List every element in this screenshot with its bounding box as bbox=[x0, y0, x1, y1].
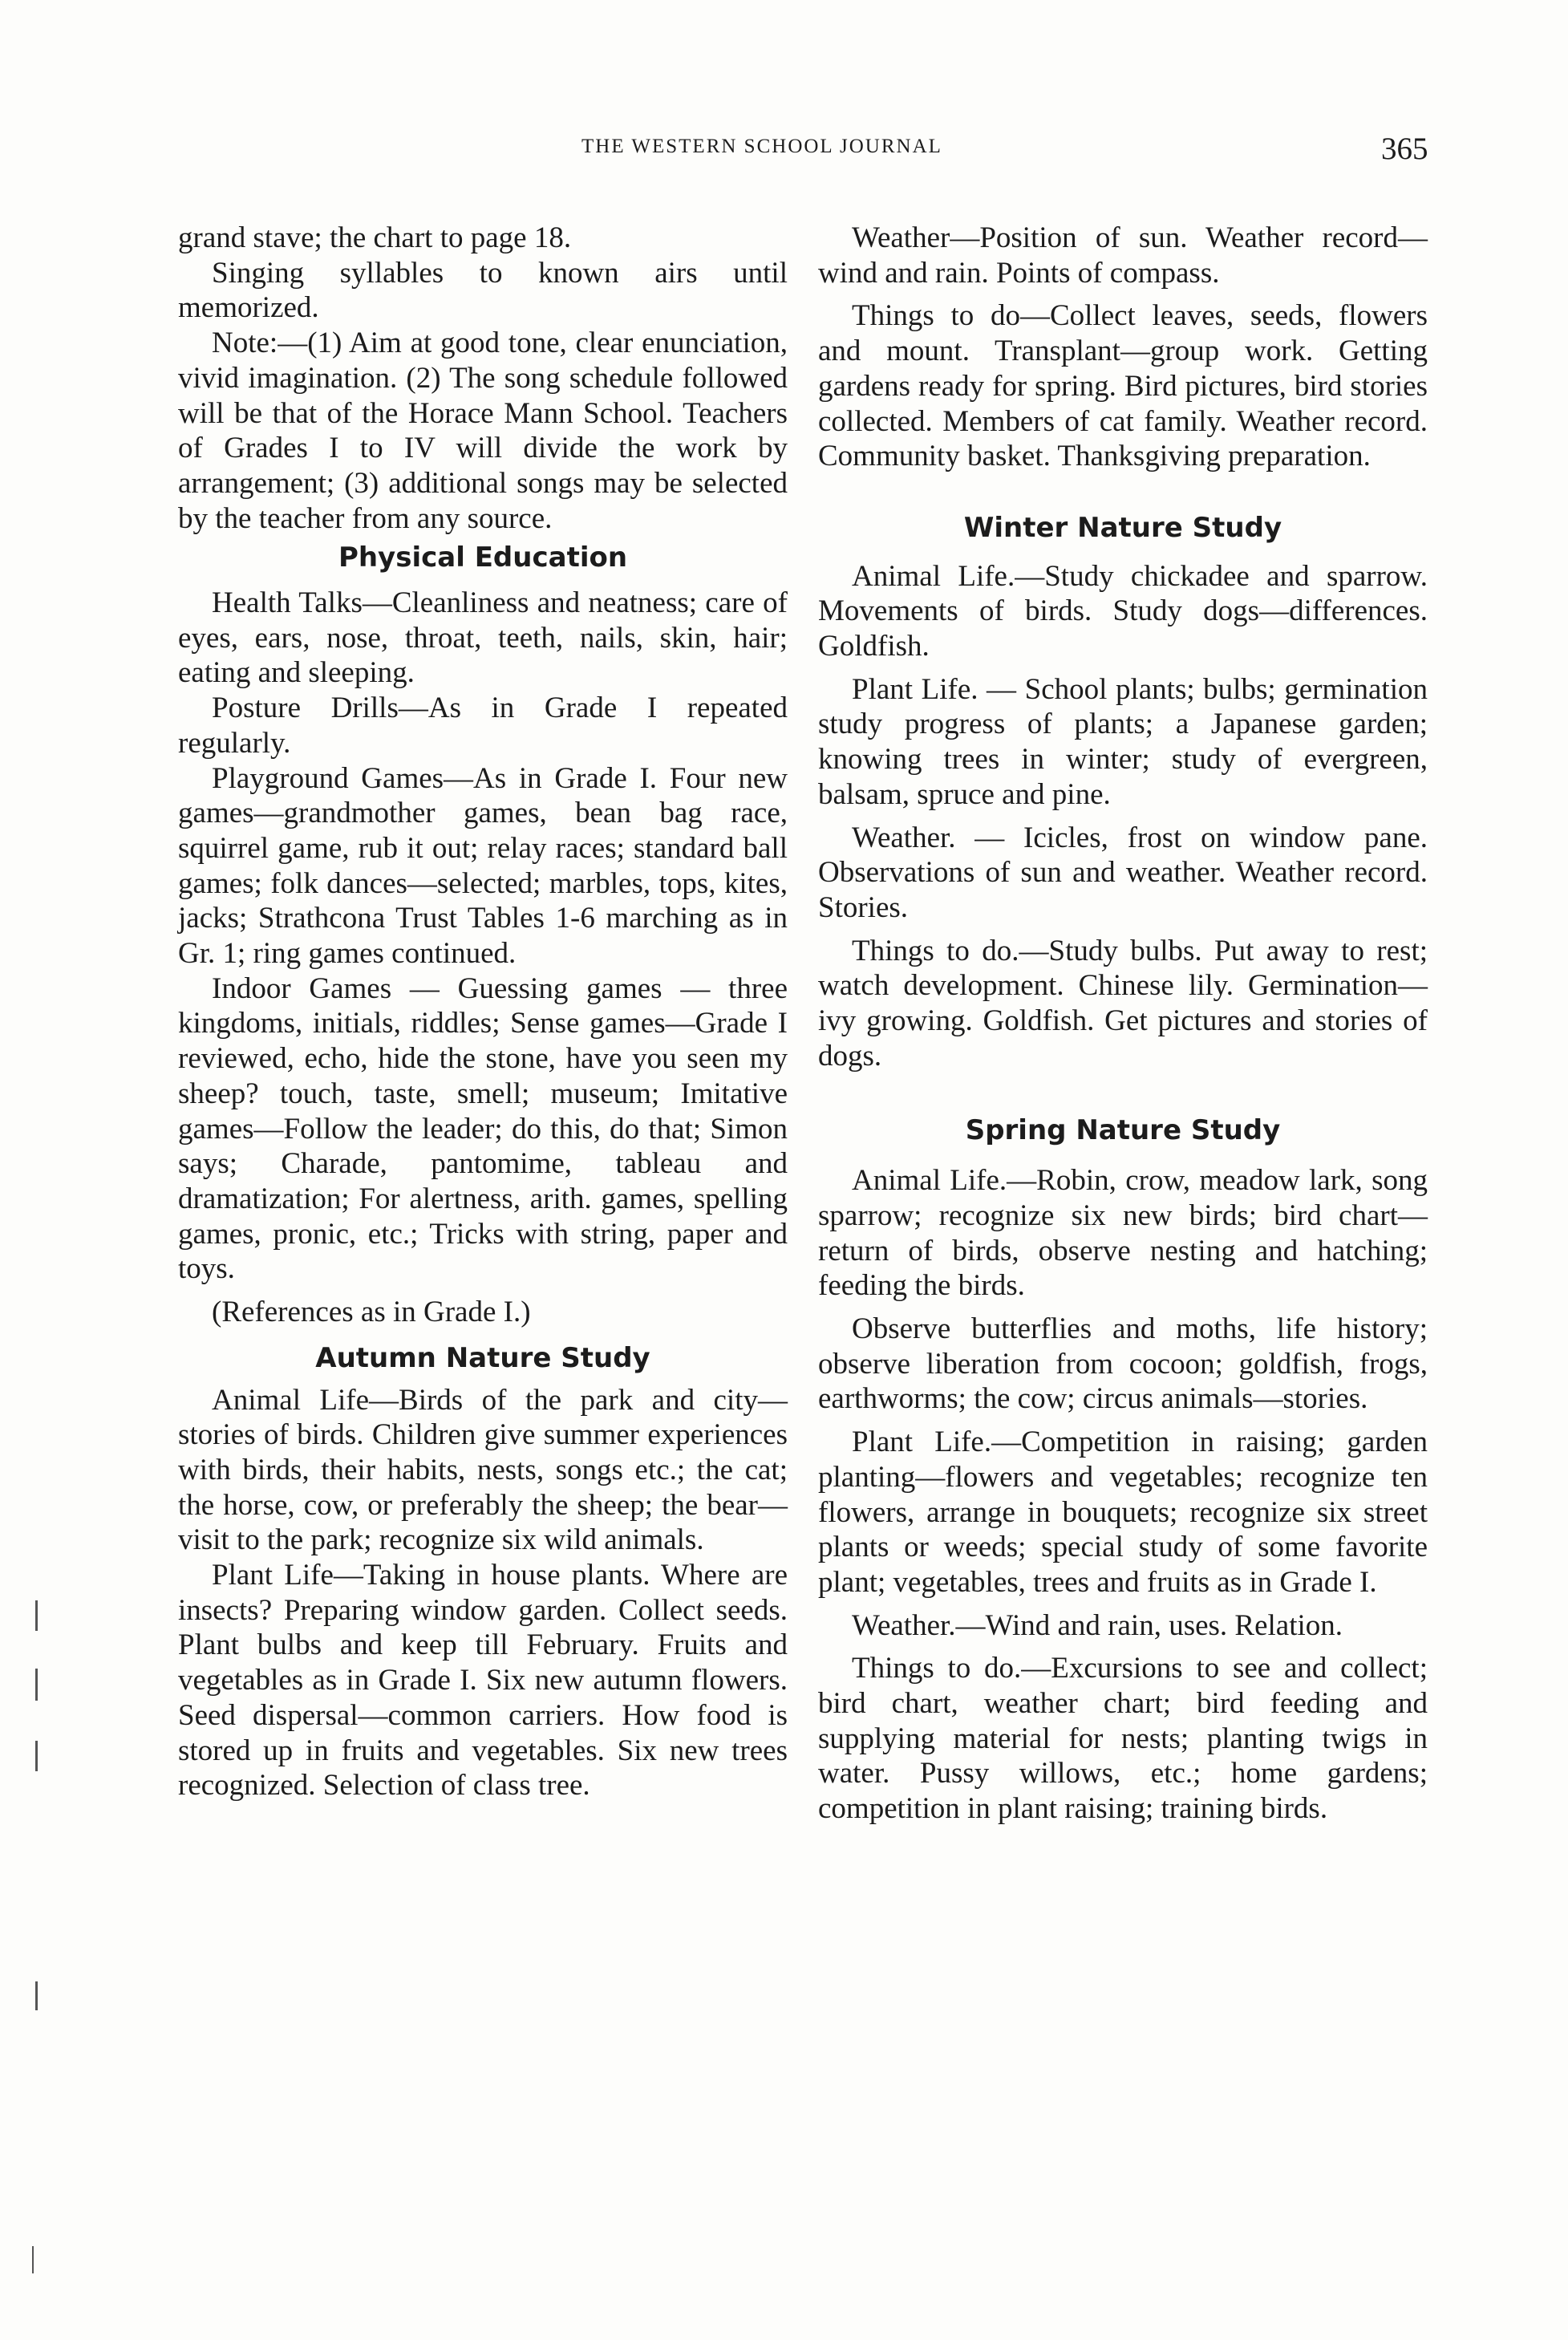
paragraph: (References as in Grade I.) bbox=[212, 1296, 531, 1329]
paragraph: Weather.—Wind and rain, uses. Relation. bbox=[852, 1608, 1343, 1642]
running-title: THE WESTERN SCHOOL JOURNAL bbox=[581, 136, 942, 157]
paragraph: Animal Life—Birds of the park and city—stories of birds. Children give summer experiences with birds, their habits, nests, songs etc.; the cat; the horse, cow, or preferably the sheep; the bear—visit to the park; recognize six wild animals. bbox=[178, 1383, 788, 1557]
margin-mark bbox=[35, 1981, 38, 2010]
paragraph: Plant Life. — School plants; bulbs; germination study progress of plants; a Japanese garden; knowing trees in winter; study of evergreen, balsam, spruce and pine. bbox=[818, 672, 1428, 811]
section-heading-spring-nature-study: Spring Nature Study bbox=[965, 1114, 1281, 1147]
margin-mark bbox=[35, 1741, 38, 1771]
margin-mark bbox=[35, 1600, 38, 1631]
margin-mark bbox=[32, 2246, 34, 2273]
paragraph: Posture Drills—As in Grade I repeated regularly. bbox=[178, 691, 788, 760]
margin-mark bbox=[35, 1669, 38, 1701]
paragraph: Singing syllables to known airs until memorized. bbox=[178, 256, 788, 325]
page-header bbox=[0, 131, 1568, 171]
paragraph: Animal Life.—Study chickadee and sparrow. Movements of birds. Study dogs—differences. Goldfish. bbox=[818, 559, 1428, 663]
paragraph: Playground Games—As in Grade I. Four new games—grandmother games, bean bag race, squirrel game, rub it out; relay races; standard ball games; folk dances—selected; marbles, tops, kites, jacks; Strathcona Trust Tables 1-6 marching as in Gr. 1; ring games continued. bbox=[178, 761, 788, 971]
paragraph: Things to do.—Study bulbs. Put away to rest; watch development. Chinese lily. Germination—ivy growing. Goldfish. Get pictures and stories of dogs. bbox=[818, 934, 1428, 1073]
page-number: 365 bbox=[1381, 132, 1428, 166]
paragraph: Note:—(1) Aim at good tone, clear enunciation, vivid imagination. (2) The song schedule followed will be that of the Horace Mann School. Teachers of Grades I to IV will divide the work by arrangement; (3) additional songs may be selected by the teacher from any source. bbox=[178, 326, 788, 535]
paragraph: grand stave; the chart to page 18. bbox=[178, 221, 572, 254]
section-heading-physical-education: Physical Education bbox=[338, 541, 628, 574]
paragraph: Observe butterflies and moths, life history; observe liberation from cocoon; goldfish, frogs, earthworms; the cow; circus animals—stories. bbox=[818, 1312, 1428, 1416]
left-column bbox=[178, 221, 788, 1803]
paragraph: Plant Life—Taking in house plants. Where are insects? Preparing window garden. Collect seeds. Plant bulbs and keep till February. Fruits and vegetables as in Grade I. Six new autumn flowers. Seed dispersal—common carriers. How food is stored up in fruits and vegetables. Six new trees recognized. Selection of class tree. bbox=[178, 1559, 788, 1803]
paragraph: Things to do.—Excursions to see and collect; bird chart, weather chart; bird feeding and supplying material for nests; planting twigs in water. Pussy willows, etc.; home gardens; competition in plant raising; training birds. bbox=[818, 1652, 1428, 1826]
paragraph: Indoor Games — Guessing games — three kingdoms, initials, riddles; Sense games—Grade I reviewed, echo, hide the stone, have you seen my sheep? touch, taste, smell; museum; Imitative games—Follow the leader; do this, do that; Simon says; Charade, pantomime, tableau and dramatization; For alertness, arith. games, spelling games, pronic, etc.; Tricks with string, paper and toys. bbox=[178, 971, 788, 1286]
paragraph: Animal Life.—Robin, crow, meadow lark, song sparrow; recognize six new birds; bird chart—return of birds, observe nesting and hatching; feeding the birds. bbox=[818, 1164, 1428, 1303]
section-heading-winter-nature-study: Winter Nature Study bbox=[963, 511, 1282, 544]
paragraph: Health Talks—Cleanliness and neatness; care of eyes, ears, nose, throat, teeth, nails, skin, hair; eating and sleeping. bbox=[178, 586, 788, 690]
binding-margin-marks bbox=[0, 0, 48, 2340]
right-column bbox=[818, 221, 1428, 1827]
paragraph: Things to do—Collect leaves, seeds, flowers and mount. Transplant—group work. Getting gardens ready for spring. Bird pictures, bird stories collected. Members of cat family. Weather record. Community basket. Thanksgiving preparation. bbox=[818, 299, 1428, 473]
paragraph: Plant Life.—Competition in raising; garden planting—flowers and vegetables; recognize ten flowers, arrange in bouquets; recognize six street plants or weeds; special study of some favorite plant; vegetables, trees and fruits as in Grade I. bbox=[818, 1425, 1428, 1599]
section-heading-autumn-nature-study: Autumn Nature Study bbox=[315, 1341, 650, 1374]
paragraph: Weather. — Icicles, frost on window pane. Observations of sun and weather. Weather record. Stories. bbox=[818, 821, 1428, 924]
paragraph: Weather—Position of sun. Weather record—wind and rain. Points of compass. bbox=[818, 221, 1428, 290]
